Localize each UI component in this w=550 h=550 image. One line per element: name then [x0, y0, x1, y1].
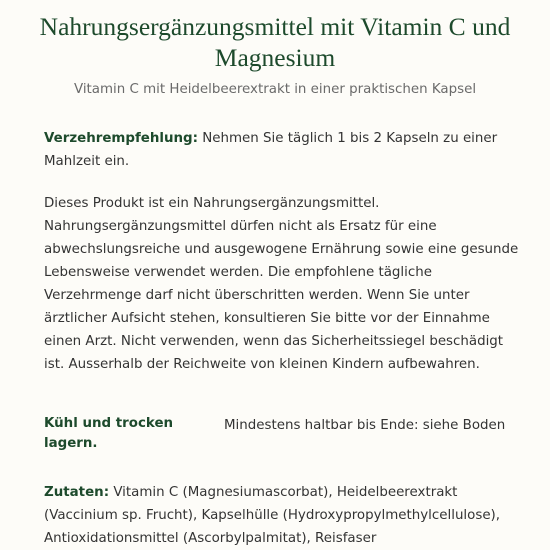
best-before-note: Mindestens haltbar bis Ende: siehe Boden — [224, 418, 506, 433]
dosage-label: Verzehrempfehlung: — [44, 131, 198, 146]
dosage-recommendation — [44, 127, 524, 173]
product-subtitle: Vitamin C mit Heidelbeerextrakt in einer praktischen Kapsel — [73, 82, 477, 97]
ingredients-list — [44, 481, 524, 550]
supplement-disclaimer: Dieses Produkt ist ein Nahrungsergänzungsmittel. Nahrungsergänzungsmittel dürfen nicht als Ersatz für eine abwechslungsreiche und ausgewogene Ernährung sowie eine gesunde Lebensweise verwendet werden. Die empfohlene tägliche Verzehrmenge darf nicht überschritten werden. Wenn Sie unter ärztlicher Aufsicht stehen, konsultieren Sie bitte vor der Einnahme einen Arzt. Nicht verwenden, wenn das Sicherheitssiegel beschädigt ist. Ausserhalb der Reichweite von kleinen Kindern aufbewahren. — [44, 196, 519, 372]
product-title: Nahrungsergänzungsmittel mit Vitamin C und Magnesium — [39, 12, 511, 72]
dosage-text: Nehmen Sie täglich 1 bis 2 Kapseln zu einer Mahlzeit ein. — [44, 131, 498, 169]
ingredients-text: Vitamin C (Magnesiumascorbat), Heidelbeerextrakt (Vaccinium sp. Frucht), Kapselhülle (Hydroxypropylmethylcellulose), Antioxidationsmittel (Ascorbylpalmitat), Reisfaser — [44, 485, 501, 546]
storage-instruction: Kühl und trocken lagern. — [44, 416, 174, 451]
ingredients-label: Zutaten: — [44, 485, 110, 500]
